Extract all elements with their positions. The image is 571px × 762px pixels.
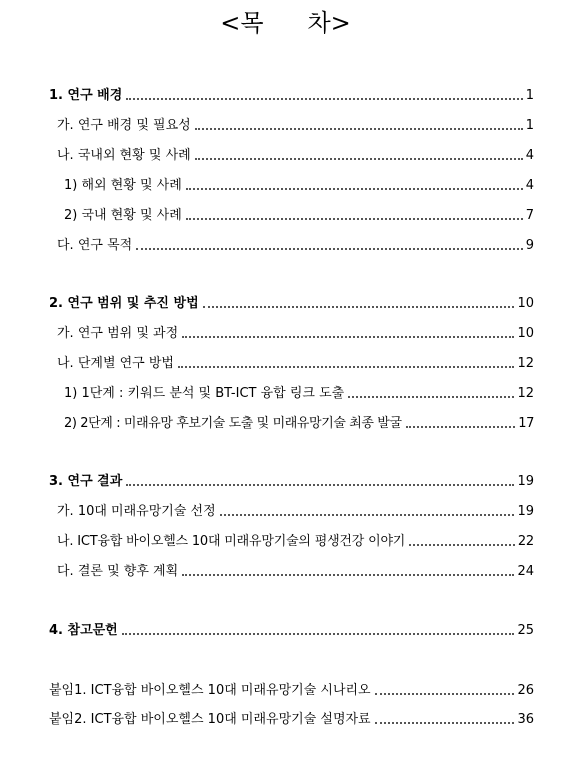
toc-entry-label: 나. ICT융합 바이오헬스 10대 미래유망기술의 평생건강 이야기 bbox=[57, 534, 406, 549]
toc-entry-page: 19 bbox=[517, 504, 534, 519]
toc-entry-3-na[interactable] bbox=[57, 530, 534, 550]
dot-leader bbox=[375, 722, 515, 724]
toc-entry-2-ga[interactable] bbox=[57, 322, 534, 342]
toc-entry-label: 2) 국내 현황 및 사례 bbox=[64, 208, 182, 223]
dot-leader bbox=[126, 98, 522, 100]
toc-entry-label: 2) 2단계 : 미래유망 후보기술 도출 및 미래유망기술 최종 발굴 bbox=[64, 416, 402, 431]
toc-entry-1-na[interactable] bbox=[57, 144, 534, 164]
toc-entry-label: 다. 연구 목적 bbox=[57, 238, 133, 253]
toc-entry-section-1[interactable] bbox=[49, 84, 534, 104]
toc-entry-label: 가. 연구 배경 및 필요성 bbox=[57, 118, 191, 133]
dot-leader bbox=[203, 306, 515, 308]
toc-entry-1-na-2[interactable] bbox=[64, 204, 534, 224]
toc-entry-section-3[interactable] bbox=[49, 470, 534, 490]
toc-title-right: 차> bbox=[307, 9, 351, 37]
toc-entry-page: 36 bbox=[517, 712, 534, 727]
toc-entry-3-da[interactable] bbox=[57, 560, 534, 580]
toc-entry-1-da[interactable] bbox=[57, 234, 534, 254]
toc-entry-page: 17 bbox=[518, 416, 534, 431]
toc-entry-section-2[interactable] bbox=[49, 292, 534, 312]
toc-entry-page: 12 bbox=[517, 386, 534, 401]
dot-leader bbox=[126, 484, 514, 486]
dot-leader bbox=[406, 426, 516, 428]
toc-entry-3-ga[interactable] bbox=[57, 500, 534, 520]
toc-entry-page: 1 bbox=[525, 88, 534, 103]
dot-leader bbox=[220, 514, 515, 516]
toc-entry-label: 가. 연구 범위 및 과정 bbox=[57, 326, 179, 341]
toc-entry-label: 붙임1. ICT융합 바이오헬스 10대 미래유망기술 시나리오 bbox=[49, 683, 371, 698]
toc-entry-label: 다. 결론 및 향후 계획 bbox=[57, 564, 179, 579]
toc-entry-2-na[interactable] bbox=[57, 352, 534, 372]
toc-entry-label: 1. 연구 배경 bbox=[49, 88, 123, 103]
toc-entry-section-4[interactable] bbox=[49, 619, 534, 639]
dot-leader bbox=[195, 128, 523, 130]
dot-leader bbox=[186, 218, 523, 220]
dot-leader bbox=[136, 248, 523, 250]
toc-entry-appendix-2[interactable] bbox=[49, 708, 534, 728]
toc-title bbox=[0, 8, 571, 38]
toc-entry-label: 가. 10대 미래유망기술 선정 bbox=[57, 504, 216, 519]
toc-entry-page: 10 bbox=[517, 326, 534, 341]
toc-entry-appendix-1[interactable] bbox=[49, 679, 534, 699]
toc-entry-label: 붙임2. ICT융합 바이오헬스 10대 미래유망기술 설명자료 bbox=[49, 712, 371, 727]
toc-entry-2-na-2[interactable] bbox=[64, 412, 534, 432]
dot-leader bbox=[182, 336, 514, 338]
toc-entry-page: 9 bbox=[525, 238, 534, 253]
toc-entry-page: 19 bbox=[517, 474, 534, 489]
toc-entry-page: 12 bbox=[517, 356, 534, 371]
toc-entry-page: 24 bbox=[517, 564, 534, 579]
toc-entry-1-na-1[interactable] bbox=[64, 174, 534, 194]
toc-entry-label: 2. 연구 범위 및 추진 방법 bbox=[49, 296, 199, 311]
dot-leader bbox=[375, 693, 515, 695]
toc-entry-label: 4. 참고문헌 bbox=[49, 623, 118, 638]
dot-leader bbox=[348, 396, 514, 398]
toc-entry-label: 나. 단계별 연구 방법 bbox=[57, 356, 174, 371]
dot-leader bbox=[195, 158, 523, 160]
toc-entry-page: 1 bbox=[525, 118, 534, 133]
toc-title-left: <목 bbox=[220, 9, 264, 37]
toc-entry-label: 1) 1단계 : 키워드 분석 및 BT-ICT 융합 링크 도출 bbox=[64, 386, 345, 401]
toc-entry-1-ga[interactable] bbox=[57, 114, 534, 134]
toc-entry-page: 26 bbox=[517, 683, 534, 698]
toc-entry-page: 4 bbox=[525, 178, 534, 193]
toc-entry-page: 10 bbox=[517, 296, 534, 311]
dot-leader bbox=[178, 366, 514, 368]
toc-entry-page: 4 bbox=[525, 148, 534, 163]
dot-leader bbox=[122, 633, 515, 635]
toc-entry-label: 나. 국내외 현황 및 사례 bbox=[57, 148, 191, 163]
toc-entry-page: 22 bbox=[517, 534, 534, 549]
dot-leader bbox=[182, 574, 514, 576]
toc-entry-page: 7 bbox=[525, 208, 534, 223]
toc-entry-2-na-1[interactable] bbox=[64, 382, 534, 402]
toc-entry-label: 3. 연구 결과 bbox=[49, 474, 123, 489]
toc-entry-label: 1) 해외 현황 및 사례 bbox=[64, 178, 182, 193]
toc-entry-page: 25 bbox=[517, 623, 534, 638]
dot-leader bbox=[409, 544, 515, 546]
dot-leader bbox=[186, 188, 523, 190]
